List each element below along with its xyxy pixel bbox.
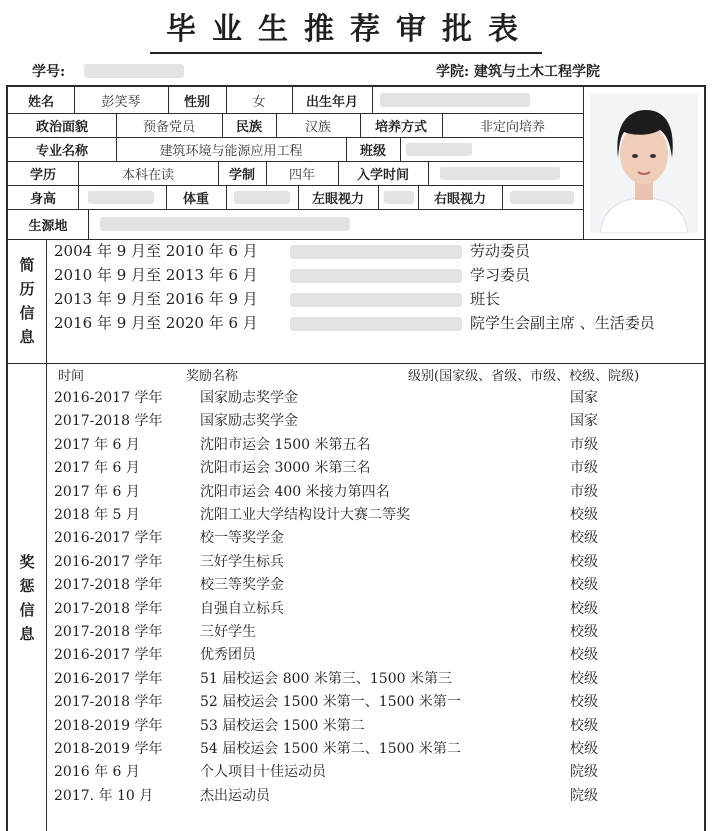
resume-period: 2016 年 9 月至 2020 年 6 月 (54, 314, 258, 332)
resume-period: 2004 年 9 月至 2010 年 6 月 (54, 242, 258, 260)
award-time: 2016-2017 学年 (54, 670, 163, 687)
name-value: 彭笑琴 (101, 94, 141, 110)
award-name: 国家励志奖学金 (200, 390, 298, 406)
award-time: 2018-2019 学年 (54, 717, 163, 734)
award-level: 校级 (570, 507, 598, 523)
award-level: 校级 (570, 624, 598, 640)
length-value: 四年 (288, 167, 315, 183)
left-eye-redacted (384, 191, 414, 204)
approval-table (6, 85, 706, 831)
gender-label: 性别 (183, 94, 210, 110)
awards-header-name: 奖励名称 (186, 369, 239, 384)
right-eye-label: 右眼视力 (433, 191, 486, 207)
award-time: 2018-2019 学年 (54, 741, 163, 757)
award-time: 2017 年 6 月 (54, 460, 140, 477)
birth-label: 出生年月 (305, 94, 358, 110)
weight-label: 体重 (182, 191, 209, 207)
award-name: 优秀团员 (200, 647, 256, 664)
resume-role: 学习委员 (470, 266, 531, 284)
enroll-redacted (440, 167, 560, 180)
award-time: 2016-2017 学年 (54, 647, 163, 664)
page-title: 毕业生推荐审批表 (166, 12, 534, 47)
award-name: 杰出运动员 (200, 787, 270, 804)
award-time: 2016-2017 学年 (54, 553, 163, 570)
award-time: 2017 年 6 月 (54, 436, 140, 453)
gender-value: 女 (252, 94, 266, 110)
major-label: 专业名称 (35, 143, 88, 159)
height-label: 身高 (29, 191, 56, 207)
award-name: 沈阳工业大学结构设计大赛二等奖 (200, 507, 410, 523)
award-level: 市级 (570, 483, 598, 500)
height-redacted (88, 191, 154, 204)
award-level: 校级 (570, 694, 598, 711)
award-name: 沈阳市运会 1500 米第五名 (200, 436, 371, 453)
resume-role: 劳动委员 (470, 242, 531, 260)
title-underline (150, 52, 542, 54)
length-label: 学制 (228, 167, 255, 183)
award-name: 沈阳市运会 400 米接力第四名 (200, 483, 390, 500)
award-time: 2017 年 6 月 (54, 483, 140, 500)
award-name: 52 届校运会 1500 米第一、1500 米第一 (200, 694, 461, 711)
award-level: 校级 (570, 670, 598, 687)
award-time: 2017. 年 10 月 (54, 787, 154, 804)
resume-period: 2010 年 9 月至 2013 年 6 月 (54, 266, 258, 284)
resume-side-label: 简 历 信 息 (19, 256, 35, 346)
award-level: 国家 (570, 390, 598, 406)
award-name: 自强自立标兵 (200, 600, 284, 617)
origin-label: 生源地 (28, 218, 68, 234)
student-id-redacted (84, 64, 184, 78)
degree-value: 本科在读 (121, 167, 174, 183)
major-value: 建筑环境与能源应用工程 (159, 143, 303, 159)
award-name: 51 届校运会 800 米第三、1500 米第三 (200, 670, 452, 687)
awards-header-time: 时间 (58, 369, 85, 384)
award-level: 院级 (570, 764, 598, 781)
training-value: 非定向培养 (479, 119, 545, 135)
ethnicity-value: 汉族 (304, 119, 331, 135)
award-name: 校三等奖学金 (200, 577, 284, 594)
left-eye-label: 左眼视力 (311, 191, 364, 207)
award-level: 校级 (570, 741, 598, 757)
award-level: 市级 (570, 436, 598, 453)
degree-label: 学历 (29, 167, 56, 183)
award-time: 2017-2018 学年 (54, 694, 163, 711)
enroll-label: 入学时间 (356, 167, 409, 183)
awards-header-level: 级别(国家级、省级、市级、校级、院级) (408, 369, 640, 384)
politics-value: 预备党员 (142, 119, 195, 135)
birth-redacted (380, 93, 530, 107)
award-level: 校级 (570, 647, 598, 664)
award-name: 国家励志奖学金 (200, 413, 298, 430)
award-level: 校级 (570, 577, 598, 594)
award-time: 2016-2017 学年 (54, 530, 163, 547)
ethnicity-label: 民族 (235, 119, 262, 135)
college-label: 学院: 建筑与土木工程学院 (436, 64, 601, 80)
award-time: 2017-2018 学年 (54, 413, 163, 430)
award-time: 2018 年 5 月 (54, 507, 140, 523)
award-name: 个人项目十佳运动员 (200, 764, 326, 781)
resume-role: 班长 (470, 290, 501, 308)
award-name: 三好学生 (200, 624, 256, 640)
student-id-label: 学号: (32, 64, 66, 80)
award-level: 校级 (570, 717, 598, 734)
award-time: 2017-2018 学年 (54, 624, 163, 640)
award-name: 校一等奖学金 (200, 530, 284, 547)
award-name: 53 届校运会 1500 米第二 (200, 717, 365, 734)
resume-role: 院学生会副主席 、生活委员 (470, 314, 655, 332)
resume-period: 2013 年 9 月至 2016 年 9 月 (54, 290, 258, 308)
training-label: 培养方式 (374, 119, 427, 135)
politics-label: 政治面貌 (35, 119, 88, 135)
award-level: 校级 (570, 600, 598, 617)
award-level: 校级 (570, 553, 598, 570)
right-eye-redacted (510, 191, 574, 204)
award-level: 国家 (570, 413, 598, 430)
award-name: 三好学生标兵 (200, 553, 284, 570)
award-level: 校级 (570, 530, 598, 547)
award-level: 市级 (570, 460, 598, 477)
award-time: 2017-2018 学年 (54, 577, 163, 594)
award-time: 2017-2018 学年 (54, 600, 163, 617)
origin-redacted (100, 217, 350, 231)
name-label: 姓名 (27, 94, 54, 110)
award-time: 2016 年 6 月 (54, 764, 140, 781)
student-photo (590, 94, 698, 233)
award-name: 54 届校运会 1500 米第二、1500 米第二 (200, 741, 461, 757)
award-time: 2016-2017 学年 (54, 390, 163, 406)
award-name: 沈阳市运会 3000 米第三名 (200, 460, 371, 477)
awards-side-label: 奖 惩 信 息 (19, 553, 35, 643)
class-label: 班级 (359, 143, 386, 159)
class-redacted (406, 143, 472, 156)
award-level: 院级 (570, 787, 598, 804)
weight-redacted (234, 191, 290, 204)
